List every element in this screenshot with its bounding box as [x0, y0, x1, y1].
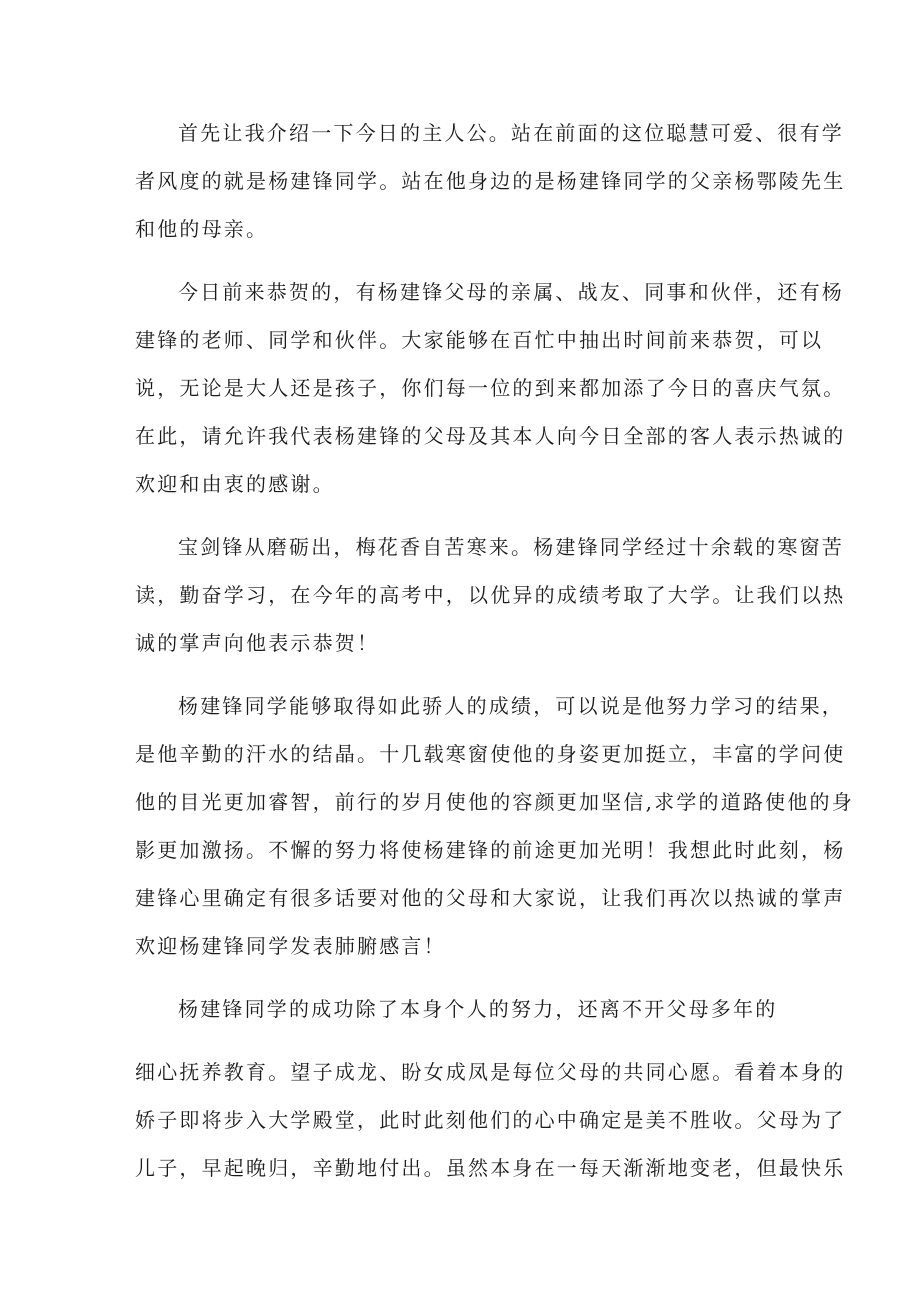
paragraph-4-line-1: 杨建锋同学能够取得如此骄人的成绩，可以说是他努力学习的结果， — [178, 694, 844, 718]
paragraph-4-line-5: 建锋心里确定有很多话要对他的父母和大家说，让我们再次以热诚的掌声 — [135, 886, 846, 910]
paragraph-4-line-2: 是他辛勤的汗水的结晶。十几载寒窗使他的身姿更加挺立，丰富的学问使 — [135, 742, 846, 766]
paragraph-3-line-2: 读，勤奋学习，在今年的高考中，以优异的成绩考取了大学。让我们以热 — [135, 583, 846, 607]
paragraph-6-line-1: 细心抚养教育。望子成龙、盼女成凤是每位父母的共同心愿。看着本身的 — [135, 1060, 846, 1084]
paragraph-4-line-3: 他的目光更加睿智，前行的岁月使他的容颜更加坚信,求学的道路使他的身 — [135, 790, 854, 814]
paragraph-6-line-2: 娇子即将步入大学殿堂，此时此刻他们的心中确定是美不胜收。父母为了 — [135, 1108, 846, 1132]
paragraph-2-line-3: 说，无论是大人还是孩子，你们每一位的到来都加添了今日的喜庆气氛。 — [135, 376, 846, 400]
paragraph-2-line-5: 欢迎和由衷的感谢。 — [135, 472, 335, 496]
paragraph-1-line-1: 首先让我介绍一下今日的主人公。站在前面的这位聪慧可爱、很有学 — [178, 121, 844, 145]
paragraph-2-line-4: 在此，请允许我代表杨建锋的父母及其本人向今日全部的客人表示热诚的 — [135, 424, 846, 448]
paragraph-4-line-6: 欢迎杨建锋同学发表肺腑感言！ — [135, 934, 446, 958]
paragraph-2-line-1: 今日前来恭贺的，有杨建锋父母的亲属、战友、同事和伙伴，还有杨 — [178, 280, 844, 304]
paragraph-2-line-2: 建锋的老师、同学和伙伴。大家能够在百忙中抽出时间前来恭贺，可以 — [135, 328, 824, 352]
paragraph-6-line-3: 儿子，早起晚归，辛勤地付出。虽然本身在一每天渐渐地变老，但最快乐 — [135, 1156, 846, 1180]
paragraph-1-line-3: 和他的母亲。 — [135, 217, 269, 241]
paragraph-1-line-2: 者风度的就是杨建锋同学。站在他身边的是杨建锋同学的父亲杨鄂陵先生 — [135, 169, 846, 193]
paragraph-3-line-3: 诚的掌声向他表示恭贺！ — [135, 631, 380, 655]
paragraph-4-line-4: 影更加激扬。不懈的努力将使杨建锋的前途更加光明！我想此时此刻，杨 — [135, 838, 846, 862]
paragraph-5-line-1: 杨建锋同学的成功除了本身个人的努力，还离不开父母多年的 — [178, 997, 778, 1021]
paragraph-3-line-1: 宝剑锋从磨砺出，梅花香自苦寒来。杨建锋同学经过十余载的寒窗苦 — [178, 535, 844, 559]
